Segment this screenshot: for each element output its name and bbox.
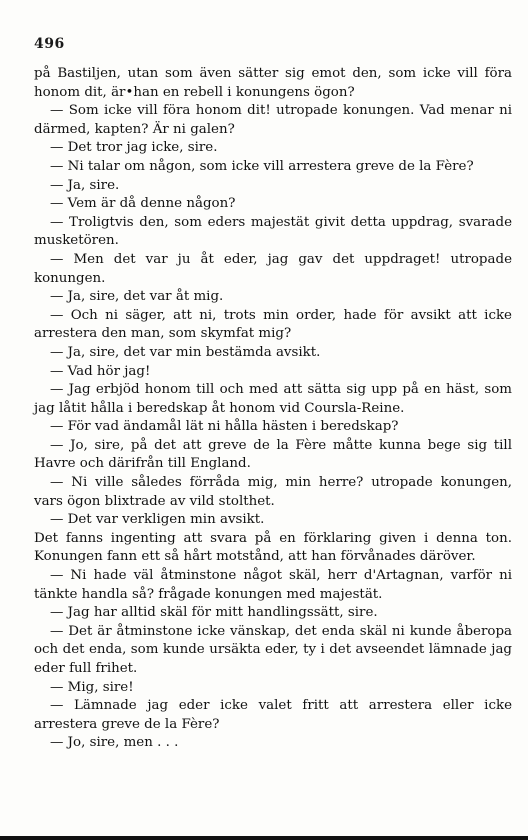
- paragraph: — Jag erbjöd honom till och med att sätta sig upp på en häst, som jag låtit hålla i beredskap åt honom vid Coursla-Reine.: [34, 382, 512, 416]
- paragraph: — Jo, sire, men . . .: [50, 735, 179, 751]
- paragraph: — Och ni säger, att ni, trots min order, hade för avsikt att icke arrestera den man, som skymfat mig?: [34, 307, 512, 342]
- page-body-text: [34, 65, 512, 753]
- paragraph: — Jo, sire, på det att greve de la Fère måtte kunna bege sig till Havre och därifrån till England.: [34, 437, 512, 472]
- paragraph: — Ni talar om någon, som icke vill arrestera greve de la Fère?: [50, 158, 474, 174]
- paragraph: — Det tror jag icke, sire.: [50, 140, 218, 156]
- paragraph: — Vad hör jag!: [50, 363, 151, 379]
- paragraph: — Men det var ju åt eder, jag gav det uppdraget! utropade konungen.: [34, 251, 512, 286]
- paragraph: — Som icke vill föra honom dit! utropade konungen. Vad menar ni därmed, kapten? Är ni galen?: [34, 103, 512, 137]
- paragraph: — Ja, sire, det var min bestämda avsikt.: [50, 344, 321, 360]
- paragraph: — Mig, sire!: [50, 679, 134, 695]
- paragraph: — Ni ville således förråda mig, min herre? utropade konungen, vars ögon blixtrade av vild stolthet.: [34, 475, 512, 509]
- paragraph: — Vem är då denne någon?: [50, 196, 236, 212]
- paragraph: — Ja, sire, det var åt mig.: [50, 289, 224, 305]
- paragraph: Det fanns ingenting att svara på en förklaring given i denna ton. Konungen fann ett så hårt motstånd, att han förvånades däröver.: [34, 530, 512, 565]
- paragraph: — Lämnade jag eder icke valet fritt att arrestera eller icke arrestera greve de la Fère?: [34, 698, 512, 732]
- paragraph: — Det är åtminstone icke vänskap, det enda skäl ni kunde åberopa och det enda, som kunde ursäkta eder, ty i det avseendet lämnade jag eder full frihet.: [34, 623, 512, 676]
- page-bottom-edge: [0, 836, 528, 840]
- paragraph: — Ni hade väl åtminstone något skäl, herr d'Artagnan, varför ni tänkte handla så? frågade konungen med majestät.: [34, 568, 512, 602]
- paragraph: — Ja, sire.: [50, 177, 120, 193]
- paragraph: — Jag har alltid skäl för mitt handlingssätt, sire.: [50, 605, 378, 621]
- paragraph: på Bastiljen, utan som även sätter sig emot den, som icke vill föra honom dit, är•han en rebell i konungens ögon?: [34, 66, 512, 100]
- page-number: 496: [34, 36, 65, 52]
- paragraph: — Det var verkligen min avsikt.: [50, 512, 265, 528]
- paragraph: — För vad ändamål lät ni hålla hästen i beredskap?: [50, 419, 399, 435]
- paragraph: — Troligtvis den, som eders majestät givit detta uppdrag, svarade musketören.: [34, 214, 512, 249]
